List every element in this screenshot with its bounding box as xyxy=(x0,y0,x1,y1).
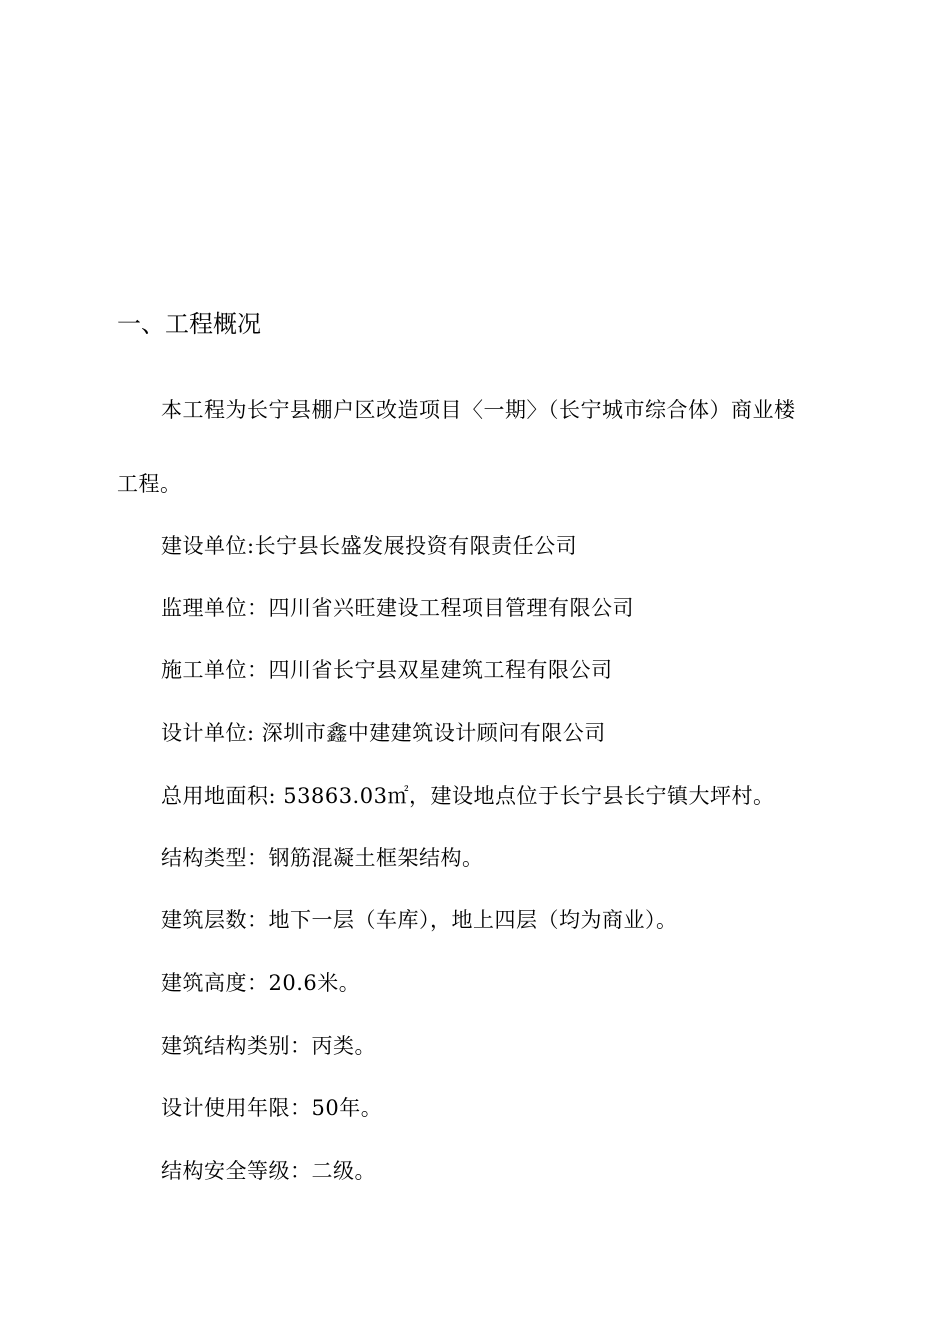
detail-builder-unit: 施工单位：四川省长宁县双星建筑工程有限公司 xyxy=(161,658,613,682)
detail-safety-grade: 结构安全等级：二级。 xyxy=(161,1159,376,1183)
section-heading: 一、工程概况 xyxy=(117,310,261,338)
detail-design-unit: 设计单位: 深圳市鑫中建建筑设计顾问有限公司 xyxy=(161,721,606,745)
intro-paragraph-line-1: 本工程为长宁县棚户区改造项目〈一期〉（长宁城市综合体）商业楼 xyxy=(161,398,796,422)
detail-supervision-unit: 监理单位：四川省兴旺建设工程项目管理有限公司 xyxy=(161,596,634,620)
intro-paragraph-line-2: 工程。 xyxy=(117,472,182,496)
detail-floor-count: 建筑层数：地下一层（车库），地上四层（均为商业）。 xyxy=(161,908,678,932)
detail-site-area: 总用地面积: 53863.03㎡，建设地点位于长宁县长宁镇大坪村。 xyxy=(161,784,775,808)
detail-structure-type: 结构类型：钢筋混凝土框架结构。 xyxy=(161,846,484,870)
detail-structure-category: 建筑结构类别：丙类。 xyxy=(161,1034,376,1058)
detail-construction-unit: 建设单位:长宁县长盛发展投资有限责任公司 xyxy=(161,534,578,558)
detail-building-height: 建筑高度：20.6米。 xyxy=(161,971,361,995)
detail-design-service-life: 设计使用年限：50年。 xyxy=(161,1096,383,1120)
